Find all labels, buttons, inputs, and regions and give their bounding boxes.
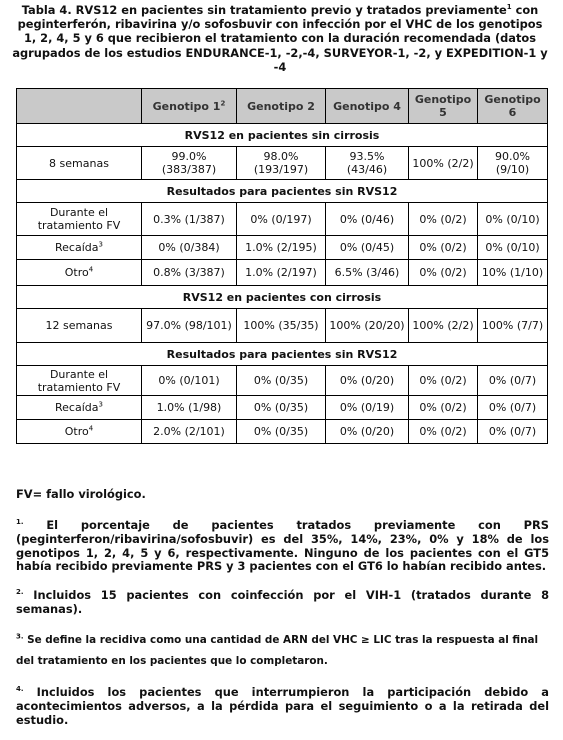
table-row (17, 396, 548, 420)
header-genotipo-6: Genotipo 6 (478, 89, 548, 124)
table-cell: 0% (0/2) (409, 420, 478, 444)
section-row: RVS12 en pacientes con cirrosis (17, 286, 548, 309)
table-cell: 10% (1/10) (478, 260, 548, 286)
row-label: Durante el tratamiento FV (17, 203, 142, 236)
table-cell: 1.0% (2/195) (237, 236, 326, 260)
table-cell: 0% (0/20) (326, 420, 409, 444)
table-cell: 0% (0/7) (478, 396, 548, 420)
table-row (17, 420, 548, 444)
footnote-2: $^{2.}$ Incluidos 15 pacientes con coinfección por el VIH-1 (tratados durante 8 semanas). (16, 588, 549, 616)
section-row: RVS12 en pacientes sin cirrosis (17, 124, 548, 147)
header-row (17, 89, 548, 124)
table-cell: 100% (35/35) (237, 309, 326, 343)
footnote-4: $^{4.}$ Incluidos los pacientes que interrumpieron la participación debido a acontecimientos adversos, a la pérdida para el seguimiento o a la retirada del estudio. (16, 685, 549, 727)
table-row (17, 203, 548, 236)
table-cell: 0% (0/19) (326, 396, 409, 420)
footnote-3: $^{3.}$ Se define la recidiva como una cantidad de ARN del VHC ≥ LIC tras la respuesta al final del tratamiento en los pacientes que lo completaron. (16, 632, 539, 667)
table-row (17, 236, 548, 260)
table-cell: 0% (0/35) (237, 420, 326, 444)
row-label: Durante el tratamiento FV (17, 366, 142, 396)
table-cell: 0% (0/2) (409, 203, 478, 236)
table-cell: 0% (0/35) (237, 366, 326, 396)
table-cell: 0% (0/10) (478, 236, 548, 260)
footnote-1: $^{1.}$ El porcentaje de pacientes tratados previamente con PRS (peginterferon/ribavirina/sofosbuvir) es del 35%, 14%, 23%, 0% y 18% de los genotipos 1, 2, 4, 5 y 6, respectivamente. Ninguno de los pacientes con el GT5 había recibido previamente PRS y 3 pacientes con el GT6 lo habían recibido antes. (16, 518, 549, 574)
row-label: Otro$^4$ (17, 260, 142, 286)
table-cell: 0% (0/7) (478, 366, 548, 396)
table-cell: 0% (0/45) (326, 236, 409, 260)
table-cell: 0% (0/10) (478, 203, 548, 236)
table-title: Tabla 4. RVS12 en pacientes sin tratamiento previo y tratados previamente$^1$ con peginterferón, ribavirina y/o sofosbuvir con infección por el VHC de los genotipos 1, 2, 4, 5 y 6 que recibieron el tratamiento con la duración recomendada (datos agrupados de los estudios ENDURANCE-1, -2,-4, SURVEYOR-1, -2, y EXPEDITION-1 y -4 (12, 3, 548, 74)
table-cell: 98.0% (193/197) (237, 147, 326, 180)
table-row (17, 366, 548, 396)
table-cell: 0% (0/35) (237, 396, 326, 420)
table-cell: 0% (0/2) (409, 236, 478, 260)
row-label: 8 semanas (17, 147, 142, 180)
table-cell: 0% (0/2) (409, 260, 478, 286)
table-cell: 0.3% (1/387) (142, 203, 237, 236)
table-cell: 0% (0/197) (237, 203, 326, 236)
table-row (17, 147, 548, 180)
header-empty (17, 89, 142, 124)
results-table (16, 88, 548, 444)
row-label: 12 semanas (17, 309, 142, 343)
table-cell: 0.8% (3/387) (142, 260, 237, 286)
table-cell: 2.0% (2/101) (142, 420, 237, 444)
table-row (17, 260, 548, 286)
table-cell: 0% (0/7) (478, 420, 548, 444)
table-cell: 1.0% (1/98) (142, 396, 237, 420)
table-cell: 0% (0/101) (142, 366, 237, 396)
header-genotipo-1: Genotipo $1^2$ (142, 89, 237, 124)
table-cell: 99.0% (383/387) (142, 147, 237, 180)
table-cell: 0% (0/2) (409, 396, 478, 420)
table-cell: 100% (20/20) (326, 309, 409, 343)
table-cell: 100% (2/2) (409, 309, 478, 343)
table-cell: 0% (0/46) (326, 203, 409, 236)
row-label: Recaída$^3$ (17, 236, 142, 260)
table-cell: 90.0% (9/10) (478, 147, 548, 180)
header-genotipo-2: Genotipo 2 (237, 89, 326, 124)
table-cell: 0% (0/20) (326, 366, 409, 396)
table-cell: 100% (7/7) (478, 309, 548, 343)
table-cell: 100% (2/2) (409, 147, 478, 180)
section-row: Resultados para pacientes sin RVS12 (17, 180, 548, 203)
table-cell: 1.0% (2/197) (237, 260, 326, 286)
row-label: Recaída$^3$ (17, 396, 142, 420)
table-row (17, 309, 548, 343)
header-genotipo-5: Genotipo 5 (409, 89, 478, 124)
table-cell: 97.0% (98/101) (142, 309, 237, 343)
table-cell: 93.5% (43/46) (326, 147, 409, 180)
section-row: Resultados para pacientes sin RVS12 (17, 343, 548, 366)
table-cell: 6.5% (3/46) (326, 260, 409, 286)
table-cell: 0% (0/2) (409, 366, 478, 396)
row-label: Otro$^4$ (17, 420, 142, 444)
header-genotipo-4: Genotipo 4 (326, 89, 409, 124)
fv-note: FV= fallo virológico. (16, 487, 146, 501)
table-cell: 0% (0/384) (142, 236, 237, 260)
